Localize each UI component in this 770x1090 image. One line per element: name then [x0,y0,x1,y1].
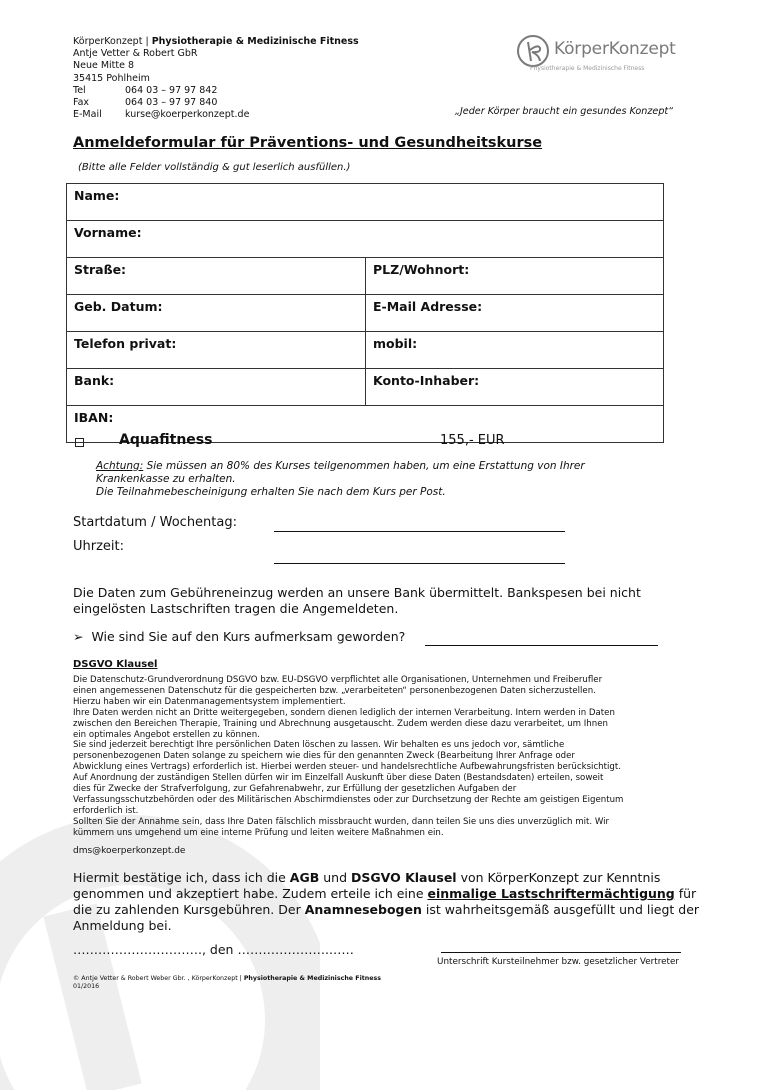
street-field[interactable]: Straße: [67,258,366,295]
signature-label: Unterschrift Kursteilnehmer bzw. gesetzlicher Vertreter [437,957,680,967]
email-address[interactable]: kurse@koerperkonzept.de [125,109,250,121]
logo-text: KörperKonzept [554,39,676,59]
referral-input[interactable] [425,645,658,646]
logo-mark-icon [516,34,550,68]
footer-date: 01/2016 [73,983,100,990]
course-name: Aquafitness [119,432,213,448]
start-date-label: Startdatum / Wochentag: [73,515,237,530]
course-price: 155,- EUR [440,433,505,448]
date-place-field[interactable]: …………………………., den ………………….…… [73,942,354,957]
logo-tagline: Physiotherapie & Medizinische Fitness [530,65,645,72]
form-instructions: (Bitte alle Felder vollständig & gut leserlich ausfüllen.) [78,162,351,173]
start-date-input[interactable] [274,531,565,532]
company-subtitle: Physiotherapie & Medizinische Fitness [151,36,359,47]
tel-label: Tel [73,84,86,96]
email-field[interactable]: E-Mail Adresse: [366,295,664,332]
email-label: E-Mail [73,109,102,121]
signature-line[interactable] [441,952,681,953]
bank-notice: Die Daten zum Gebühreneinzug werden an unsere Bank übermittelt. Bankspesen bei nicht eingelösten Lastschriften tragen die Angemeldeten. [73,585,641,616]
name-field[interactable]: Name: [67,184,664,221]
letterhead: KörperKonzept | Physiotherapie & Medizinische Fitness Antje Vetter & Robert GbR Neue Mitte 8 35415 Pohlheim Tel 064 03 – 97 97 842 Fax 064 03 – 97 97 840 E-Mail kurse@koerperkonzept.de [73,36,359,121]
first-name-field[interactable]: Vorname: [67,221,664,258]
city: 35415 Pohlheim [73,72,150,84]
birthdate-field[interactable]: Geb. Datum: [67,295,366,332]
time-label: Uhrzeit: [73,539,125,554]
street: Neue Mitte 8 [73,60,135,72]
fax-number: 064 03 – 97 97 840 [125,97,218,109]
zip-city-field[interactable]: PLZ/Wohnort: [366,258,664,295]
fax-label: Fax [73,97,90,109]
slogan: „Jeder Körper braucht ein gesundes Konzept“ [455,106,674,117]
mobile-field[interactable]: mobil: [366,332,664,369]
page-title: Anmeldeformular für Präventions- und Gesundheitskurse [73,135,543,151]
iban-field[interactable]: IBAN: [67,406,664,443]
dsgvo-heading: DSGVO Klausel [73,659,158,670]
dsgvo-text: Die Datenschutz-Grundverordnung DSGVO bzw. EU-DSGVO verpflichtet alle Organisationen, Unternehmen und Freiberufler einen angemessenen Datenschutz für die gespeicherten bzw. „verarbeiteten“ personenbezogenen Daten sicherzustellen. Hierzu haben wir ein Datenmanagementsystem implementiert. Ihre Daten werden nicht an Dritte weitergegeben, sondern dienen lediglich der internen Verarbeitung. Intern werden in Daten zwischen den Bereichen Therapie, Training und Abrechnung ausgetauscht. Zudem werden diese dazu verarbeitet, um Ihnen ein optimales Angebot erstellen zu können. Sie sind jederzeit berechtigt Ihre persönlichen Daten löschen zu lassen. Wir behalten es uns jedoch vor, sämtliche personenbezogenen Daten solange zu speichern wie dies für den genannten Zweck (Bearbeitung Ihrer Anfrage oder Abwicklung eines Vertrags) erforderlich ist. Hierbei werden steuer- und handelsrechtliche Aufbewahrungsfristen berücksichtigt. Auf Anordnung der zuständigen Stellen dürfen wir im Einzelfall Auskunft über diese Daten (Bestandsdaten) erteilen, soweit dies für Zwecke der Strafverfolgung, zur Gefahrenabwehr, zur Erfüllung der gesetzlichen Aufgaben der Verfassungsschutzbehörden oder des Militärischen Abschirmdienstes oder zur Durchsetzung der Rechte am geistigen Eigentum erforderlich ist. Sollten Sie der Annahme sein, dass Ihre Daten fälschlich missbraucht wurden, dann teilen Sie uns dies unverzüglich mit. Wir kümmern uns umgehend um eine interne Prüfung und leiten weitere Maßnahmen ein. [73,675,624,838]
dsgvo-email[interactable]: dms@koerperkonzept.de [73,846,186,856]
phone-field[interactable]: Telefon privat: [67,332,366,369]
course-checkbox[interactable] [75,438,84,447]
brand-logo [516,34,676,76]
arrow-bullet-icon: ➢ [73,629,84,644]
confirmation-text: Hiermit bestätige ich, dass ich die AGB und DSGVO Klausel von KörperKonzept zur Kenntnis genommen und akzeptiert habe. Zudem erteile ich eine einmalige Lastschriftermächtigung für die zu zahlenden Kursgebühren. Der Anamnesebogen ist wahrheitsgemäß ausgefüllt und liegt der Anmeldung bei. [73,870,700,933]
registration-form [66,183,664,443]
bank-field[interactable]: Bank: [67,369,366,406]
notice-label: Achtung: [96,460,144,472]
referral-question: ➢ Wie sind Sie auf den Kurs aufmerksam geworden? [73,629,406,644]
account-holder-field[interactable]: Konto-Inhaber: [366,369,664,406]
time-input[interactable] [274,563,565,564]
owners: Antje Vetter & Robert GbR [73,48,198,60]
tel-number: 064 03 – 97 97 842 [125,84,218,96]
course-notice: Achtung: Sie müssen an 80% des Kurses teilgenommen haben, um eine Erstattung von Ihrer Krankenkasse zu erhalten. Die Teilnahmebescheinigung erhalten Sie nach dem Kurs per Post. [96,460,585,498]
footer: © Antje Vetter & Robert Weber Gbr. , KörperKonzept | Physiotherapie & Medizinische Fitness 01/2016 [73,975,381,990]
company-name: KörperKonzept [73,36,143,47]
